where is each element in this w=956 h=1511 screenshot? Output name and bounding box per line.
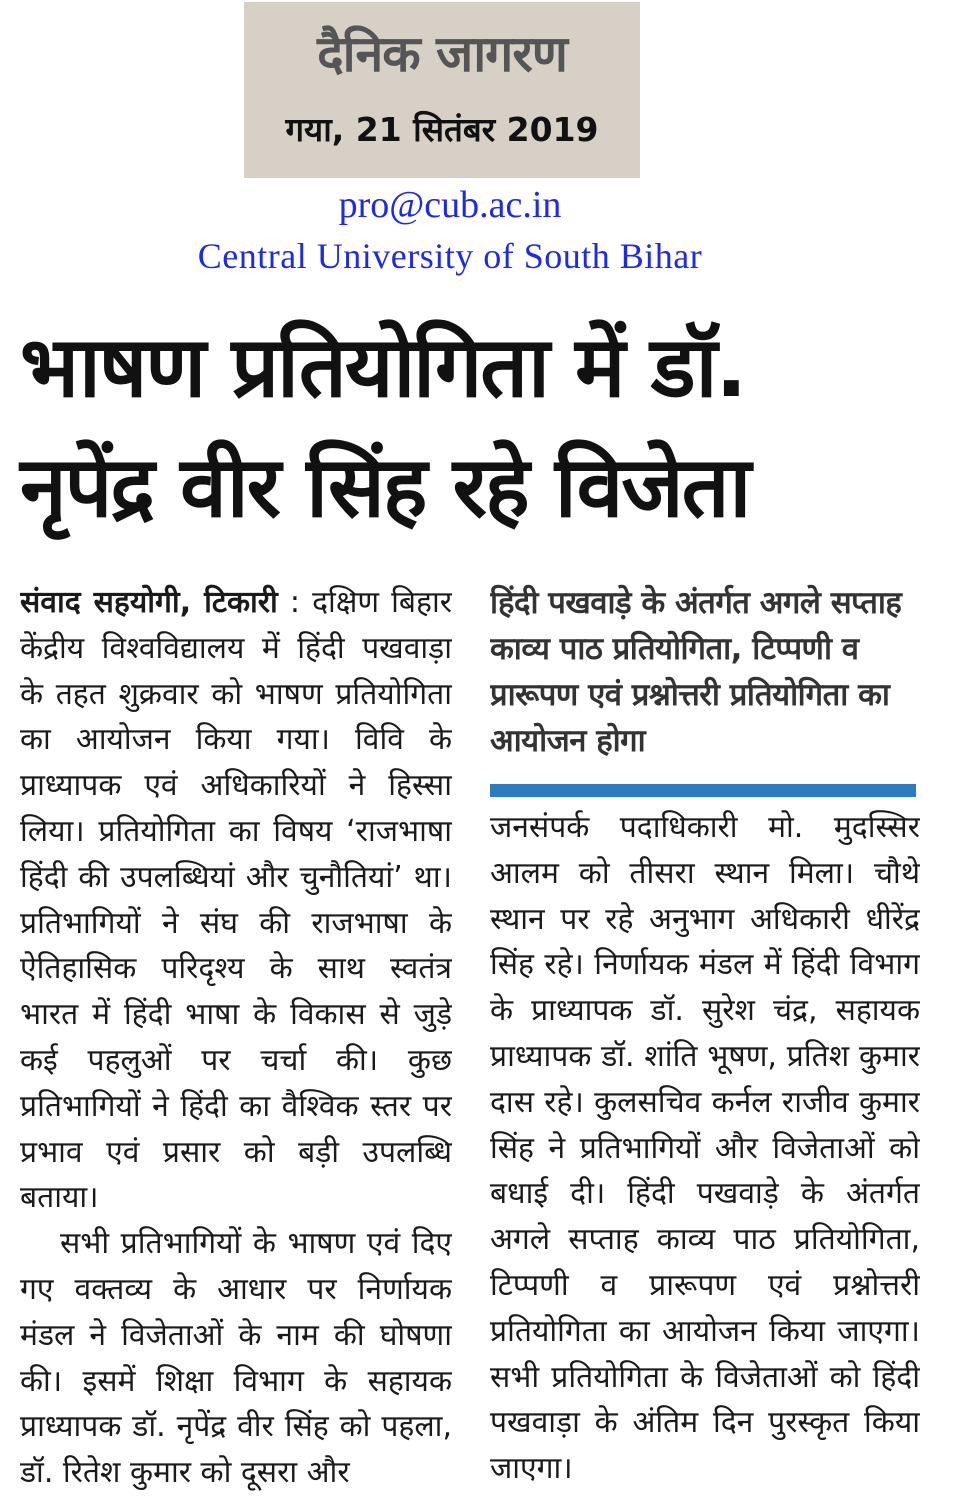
highlight-divider	[490, 784, 916, 797]
dateline: गया, 21 सितंबर 2019	[285, 110, 599, 149]
paragraph-1-text: : दक्षिण बिहार केंद्रीय विश्वविद्यालय में हिंदी पखवाड़ा के तहत शुक्रवार को भाषण प्रतियोगिता का आयोजन किया गया। विवि के प्राध्यापक एवं अधिकारियों ने हिस्सा लिया। प्रतियोगिता का विषय ‘राजभाषा हिंदी की उपलब्धियां और चुनौतियां’ था। प्रतिभागियों ने संघ की राजभाषा के ऐतिहासिक परिदृश्य के साथ स्वतंत्र भारत में हिंदी भाषा के विकास से जुड़े कई पहलुओं पर चर्चा की। कुछ प्रतिभागियों ने हिंदी का वैश्विक स्तर पर प्रभाव एवं प्रसार को बड़ी उपलब्धि बताया।	[20, 585, 452, 1216]
university-name: Central University of South Bihar	[197, 236, 703, 276]
article-paragraph-2: सभी प्रतिभागियों के भाषण एवं दिए गए वक्तव्य के आधार पर निर्णायक मंडल ने विजेताओं के नाम की घोषणा की। इसमें शिक्षा विभाग के सहायक प्राध्यापक डॉ. नृपेंद्र वीर सिंह को पहला, डॉ. रितेश कुमार को दूसरा और	[20, 1226, 452, 1491]
byline: संवाद सहयोगी, टिकारी	[20, 585, 278, 620]
article-paragraph-1	[20, 580, 452, 1221]
masthead	[244, 2, 640, 178]
headline-line-1: भाषण प्रतियोगिता में डॉ.	[20, 318, 746, 416]
article-column-left	[20, 580, 452, 1495]
article-column-right	[490, 580, 920, 1495]
headline-line-2: नृपेंद्र वीर सिंह रहे विजेता	[20, 438, 750, 536]
contact-email: pro@cub.ac.in	[338, 184, 562, 226]
article-paragraph-3: जनसंपर्क पदाधिकारी मो. मुदस्सिर आलम को तीसरा स्थान मिला। चौथे स्थान पर रहे अनुभाग अधिकारी धीरेंद्र सिंह रहे। निर्णायक मंडल में हिंदी विभाग के प्राध्यापक डॉ. सुरेश चंद्र, सहायक प्राध्यापक डॉ. शांति भूषण, प्रतिश कुमार दास रहे। कुलसचिव कर्नल राजीव कुमार सिंह ने प्रतिभागियों और विजेताओं को बधाई दी। हिंदी पखवाड़े के अंतर्गत अगले सप्ताह काव्य पाठ प्रतियोगिता, टिप्पणी व प्रारूपण एवं प्रश्नोत्तरी प्रतियोगिता का आयोजन किया जाएगा। सभी प्रतियोगिता के विजेताओं को हिंदी पखवाड़ा के अंतिम दिन पुरस्कृत किया जाएगा।	[490, 810, 920, 1487]
newspaper-name: दैनिक जागरण	[317, 25, 567, 83]
highlight-box: हिंदी पखवाड़े के अंतर्गत अगले सप्ताह काव्य पाठ प्रतियोगिता, टिप्पणी व प्रारूपण एवं प्रश्नोत्तरी प्रतियोगिता का आयोजन होगा	[490, 585, 902, 759]
